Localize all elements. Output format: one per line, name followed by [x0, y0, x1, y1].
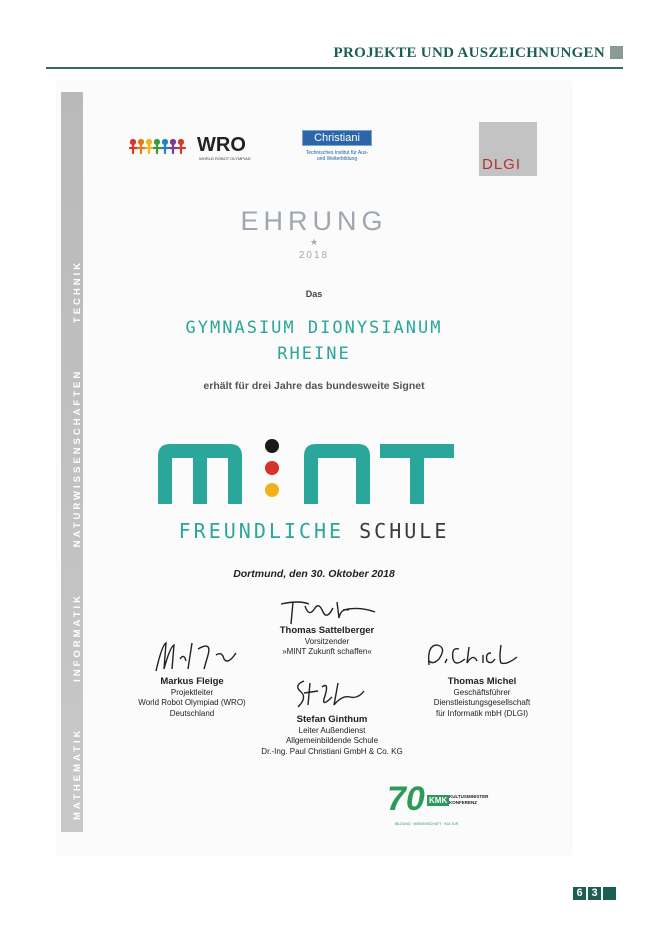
kmk-text-line: KONFERENZ — [449, 799, 477, 805]
mint-logo — [154, 434, 474, 514]
page-number-digit: 3 — [588, 887, 601, 900]
dlgi-logo-text: DLGI — [482, 156, 522, 173]
intro-text: Das — [305, 289, 323, 299]
mint-subtitle — [57, 519, 571, 543]
mint-subtitle-part1: FREUNDLICHE — [178, 519, 345, 543]
signatory-role: Projektleiter — [170, 687, 214, 697]
signatory-name: Thomas Michel — [447, 676, 517, 687]
signatory-ginthum — [242, 715, 422, 757]
star-icon: ★ — [309, 237, 319, 247]
signature-image — [152, 635, 242, 675]
signatory-role: Dienstleistungsgesellschaft — [433, 698, 531, 707]
kmk-number: 70 — [387, 780, 425, 818]
side-band-item: INFORMATIK — [72, 592, 83, 682]
page-number-block — [603, 887, 616, 900]
signatory-name: Thomas Sattelberger — [279, 625, 375, 636]
school-name-line2: RHEINE — [277, 344, 351, 364]
kmk-text — [449, 794, 488, 805]
signatory-role: Leiter Außendienst — [298, 725, 366, 735]
wro-logo-text: WRO — [197, 134, 246, 156]
signature-image — [292, 677, 372, 711]
header-rule — [46, 67, 623, 69]
wro-logo — [129, 134, 259, 164]
signatory-fleige — [112, 677, 272, 719]
certificate-title: EHRUNG — [240, 206, 388, 236]
signatory-role: Geschäftsführer — [453, 687, 511, 697]
kmk-tagline: BILDUNG · WISSENSCHAFT · KULTUR — [395, 822, 459, 826]
mint-subtitle-part2: SCHULE — [359, 519, 450, 543]
christiani-logo-text: Christiani — [302, 130, 372, 146]
wro-people-icon — [129, 138, 193, 161]
signatory-michel — [397, 677, 567, 719]
christiani-logo — [302, 130, 372, 162]
signature-image — [425, 639, 525, 669]
side-band-item: MATHEMATIK — [72, 727, 83, 820]
signatory-name: Stefan Ginthum — [296, 714, 368, 725]
certificate — [57, 82, 571, 854]
wro-logo-subtext: WORLD ROBOT OLYMPIAD — [199, 156, 251, 161]
certificate-year: 2018 — [298, 250, 330, 261]
page-header-title: PROJEKTE UND AUSZEICHNUNGEN — [333, 45, 605, 61]
signatory-role: World Robot Olympiad (WRO) — [138, 698, 246, 707]
signatory-role: Vorsitzender — [304, 636, 350, 646]
place-and-date: Dortmund, den 30. Oktober 2018 — [233, 568, 395, 580]
kmk-abbr: KMK — [429, 796, 448, 805]
award-statement: erhält für drei Jahre das bundesweite Signet — [203, 380, 425, 392]
page-number-digit: 6 — [573, 887, 586, 900]
christiani-logo-subtext: Technisches Institut für Aus- und Weiterbildung — [305, 150, 369, 162]
header-square — [610, 46, 623, 59]
signatory-role: »MINT Zukunft schaffen« — [282, 647, 372, 656]
signatory-role: Dr.-Ing. Paul Christiani GmbH & Co. KG — [261, 746, 403, 756]
signatory-role: Deutschland — [169, 708, 215, 718]
signature-image — [279, 598, 379, 628]
signatory-sattelberger — [247, 626, 407, 658]
kmk-logo — [387, 780, 497, 830]
side-band-item: TECHNIK — [72, 259, 83, 324]
signatory-role: für Informatik mbH (DLGI) — [435, 708, 528, 718]
dlgi-logo — [479, 122, 537, 176]
signatory-role: Allgemeinbildende Schule — [285, 736, 379, 745]
kmk-text-line: KULTUSMINISTER — [449, 794, 489, 799]
page-number — [573, 887, 616, 900]
signatory-name: Markus Fleige — [160, 676, 224, 687]
school-name-line1: GYMNASIUM DIONYSIANUM — [185, 318, 443, 338]
side-band-item: NATURWISSENSCHAFTEN — [72, 368, 83, 548]
